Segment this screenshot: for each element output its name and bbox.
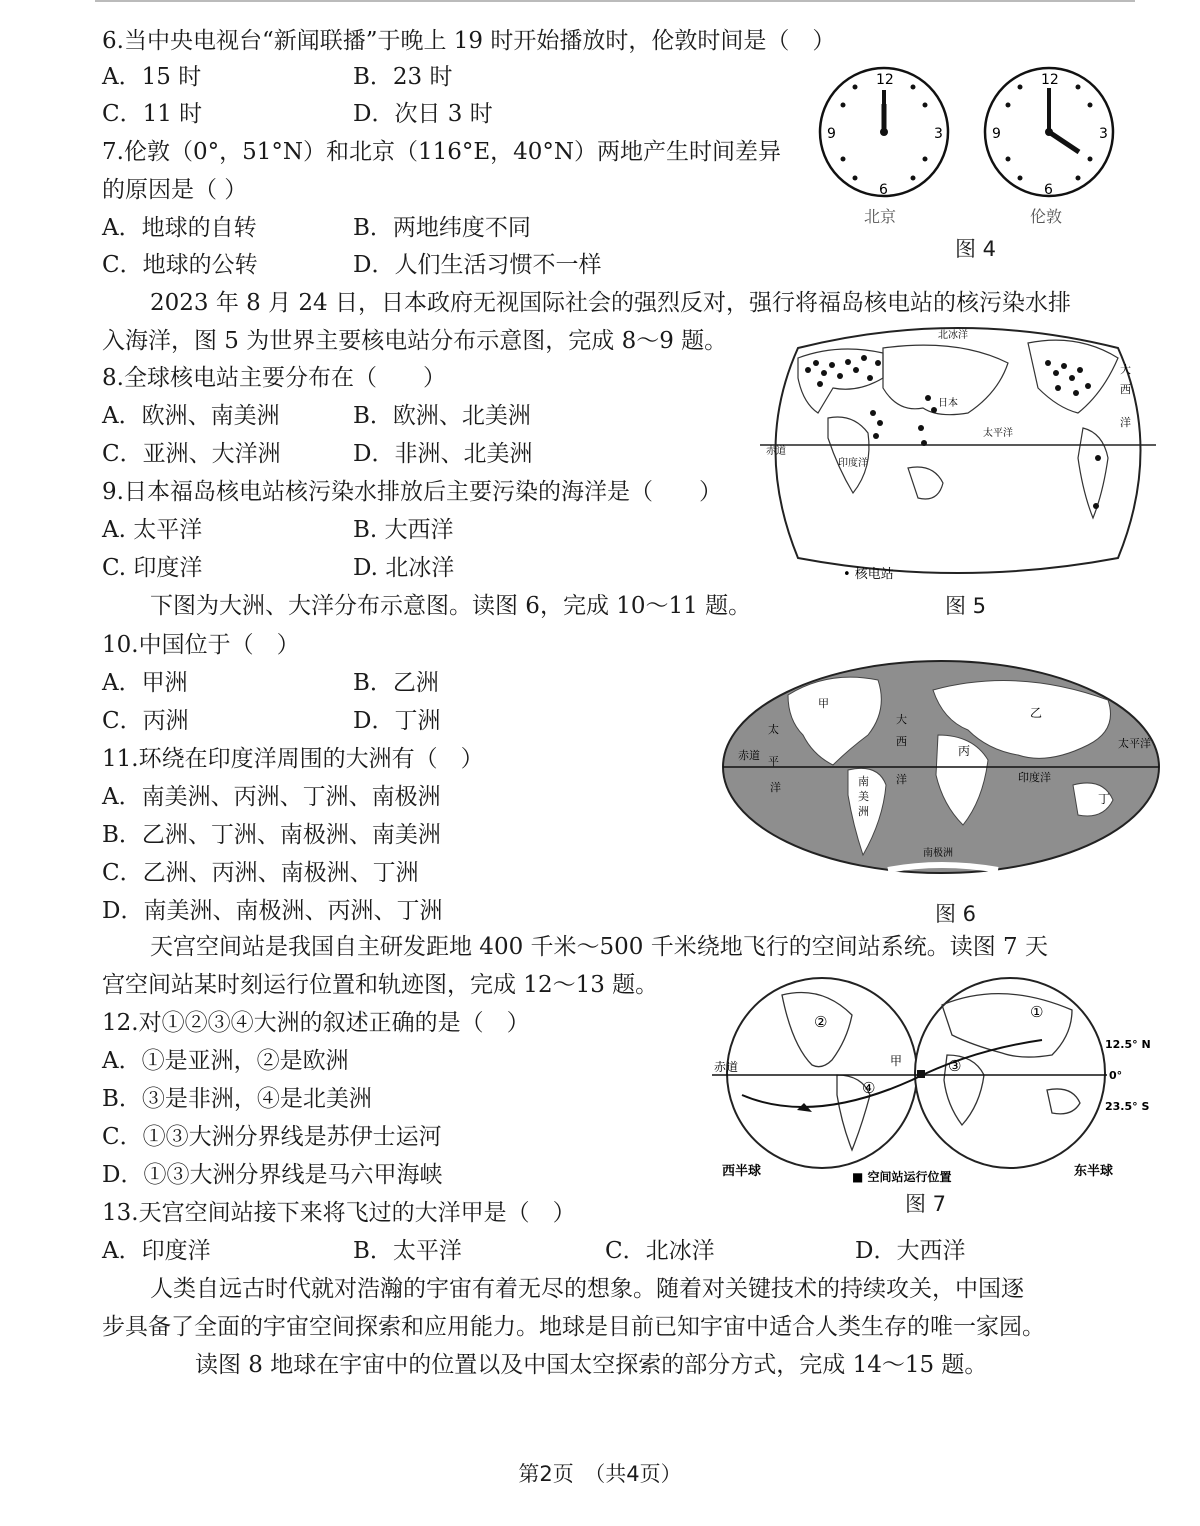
fig7-west-hemisphere [727, 978, 917, 1168]
q13-option-d[interactable]: D．大西洋 [855, 1238, 966, 1264]
q7-option-a[interactable]: A．地球的自转 [102, 215, 257, 241]
fig7-lat-12-5n: 12.5° N [1105, 1038, 1151, 1051]
fig6-label-indian: 印度洋 [1018, 771, 1051, 784]
fig5-legend: • 核电站 [843, 567, 894, 582]
q11-option-d[interactable]: D．南美洲、南极洲、丙洲、丁洲 [102, 898, 443, 924]
fig6-label-bing: 丙 [958, 744, 971, 758]
q9-option-b[interactable]: B. 大西洋 [353, 517, 454, 543]
q9-option-a[interactable]: A. 太平洋 [102, 517, 203, 543]
fig7-marker-3: ③ [948, 1057, 962, 1075]
q8-stem: 8.全球核电站主要分布在（ ） [102, 365, 446, 391]
q12-stem: 12.对①②③④大洲的叙述正确的是（ ） [102, 1010, 530, 1036]
q13-option-b[interactable]: B．太平洋 [353, 1238, 462, 1264]
q6-option-a[interactable]: A．15 时 [102, 64, 202, 90]
intro-14-15-line3: 读图 8 地球在宇宙中的位置以及中国太空探索的部分方式，完成 14～15 题。 [195, 1352, 988, 1378]
fig6-label-antarctica: 南极洲 [923, 848, 953, 859]
fig6-label-mei: 美 [858, 790, 869, 803]
q11-option-b[interactable]: B．乙洲、丁洲、南极洲、南美洲 [102, 822, 441, 848]
clock1-num6: 6 [879, 182, 888, 198]
q9-option-c[interactable]: C. 印度洋 [102, 555, 203, 581]
intro-14-15-line2: 步具备了全面的宇宙空间探索和应用能力。地球是目前已知宇宙中适合人类生存的唯一家园。 [102, 1314, 1045, 1340]
clock1-label: 北京 [864, 207, 897, 226]
q6-option-b[interactable]: B．23 时 [353, 64, 453, 90]
fig6-label-yang2: 洋 [896, 773, 907, 786]
q6-option-c[interactable]: C．11 时 [102, 101, 203, 127]
q8-option-a[interactable]: A．欧洲、南美洲 [102, 403, 280, 429]
fig7-lat-0: 0° [1109, 1069, 1123, 1082]
q10-stem: 10.中国位于（ ） [102, 632, 300, 658]
clock1-num9: 9 [827, 126, 836, 142]
intro-12-13-line1: 天宫空间站是我国自主研发距地 400 千米～500 千米绕地飞行的空间站系统。读图 7 天 [150, 934, 1048, 960]
clock-london [985, 68, 1113, 198]
figure-4-clocks [812, 60, 1132, 260]
q9-stem: 9.日本福岛核电站核污染水排放后主要污染的海洋是（ ） [102, 479, 722, 505]
q7-option-b[interactable]: B．两地纬度不同 [353, 215, 531, 241]
fig7-lat-23-5s: 23.5° S [1105, 1100, 1150, 1113]
fig5-label-atl2: 西 [1120, 383, 1131, 396]
figure-5-world-map [758, 318, 1158, 583]
q10-option-b[interactable]: B．乙洲 [353, 670, 439, 696]
q13-option-c[interactable]: C．北冰洋 [605, 1238, 715, 1264]
fig6-label-yang: 洋 [770, 781, 781, 794]
q11-option-a[interactable]: A．南美洲、丙洲、丁洲、南极洲 [102, 784, 441, 810]
intro-8-9-line1: 2023 年 8 月 24 日，日本政府无视国际社会的强烈反对，强行将福岛核电站的核污染水排 [150, 290, 1071, 316]
intro-10-11: 下图为大洲、大洋分布示意图。读图 6，完成 10～11 题。 [150, 593, 752, 619]
page-footer: 第2页 （共4页） [518, 1462, 682, 1486]
q8-option-c[interactable]: C．亚洲、大洋洲 [102, 441, 281, 467]
fig7-marker-2: ② [814, 1013, 828, 1031]
fig5-label-equator: 赤道 [766, 446, 786, 457]
fig7-marker-1: ① [1030, 1003, 1044, 1021]
intro-14-15-line1: 人类自远古时代就对浩瀚的宇宙有着无尽的想象。随着对关键技术的持续攻关，中国逐 [150, 1276, 1024, 1302]
fig6-label-tai: 太 [768, 723, 779, 736]
q7-stem-line2: 的原因是（ ） [102, 177, 248, 203]
fig6-label-ping: 平 [768, 755, 779, 768]
q12-option-b[interactable]: B．③是非洲，④是北美洲 [102, 1086, 372, 1112]
fig6-label-jia: 甲 [818, 697, 829, 710]
q7-option-d[interactable]: D．人们生活习惯不一样 [353, 252, 602, 278]
clock1-num3: 3 [934, 126, 943, 142]
fig5-label-atl3: 洋 [1120, 416, 1131, 429]
fig7-station-position [917, 1070, 925, 1078]
fig7-label-equator: 赤道 [714, 1060, 739, 1074]
fig7-label-jia: 甲 [890, 1054, 903, 1068]
fig7-marker-4: ④ [862, 1079, 876, 1097]
q13-option-a[interactable]: A．印度洋 [102, 1238, 211, 1264]
fig5-label-indian: 印度洋 [838, 458, 868, 469]
clock2-label: 伦敦 [1030, 207, 1063, 226]
fig6-label-da: 大 [896, 713, 907, 726]
q11-option-c[interactable]: C．乙洲、丙洲、南极洲、丁洲 [102, 860, 419, 886]
fig7-label-east: 东半球 [1074, 1164, 1114, 1179]
q9-option-d[interactable]: D. 北冰洋 [353, 555, 455, 581]
clock2-hour-hand [1049, 132, 1079, 152]
clock2-num3: 3 [1099, 126, 1108, 142]
q12-option-a[interactable]: A．①是亚洲，②是欧洲 [102, 1048, 349, 1074]
fig5-label-pacific: 太平洋 [983, 428, 1013, 439]
clock2-num6: 6 [1044, 182, 1053, 198]
figure-7-caption: 图 7 [905, 1192, 947, 1216]
fig5-label-japan: 日本 [938, 398, 958, 409]
clock2-num12: 12 [1041, 72, 1059, 88]
q10-option-d[interactable]: D．丁洲 [353, 708, 441, 734]
intro-12-13-line2: 宫空间站某时刻运行位置和轨迹图，完成 12～13 题。 [102, 972, 659, 998]
q6-stem: 6.当中央电视台“新闻联播”于晚上 19 时开始播放时，伦敦时间是（ ） [102, 28, 836, 54]
top-rule [95, 0, 1135, 2]
intro-8-9-line2: 入海洋，图 5 为世界主要核电站分布示意图，完成 8～9 题。 [102, 328, 728, 354]
fig6-label-pacific: 太平洋 [1118, 737, 1151, 750]
figure-6-caption: 图 6 [935, 902, 977, 926]
fig6-label-zhou: 洲 [858, 805, 869, 818]
q8-option-b[interactable]: B．欧洲、北美洲 [353, 403, 531, 429]
figure-7-hemispheres [712, 975, 1160, 1190]
fig6-label-ding: 丁 [1098, 792, 1111, 806]
figure-6-continents-map [718, 655, 1164, 895]
fig7-legend: ■ 空间站运行位置 [852, 1170, 952, 1184]
fig7-east-hemisphere [915, 978, 1105, 1168]
q7-option-c[interactable]: C．地球的公转 [102, 252, 258, 278]
fig5-label-arctic: 北冰洋 [938, 330, 968, 341]
q8-option-d[interactable]: D．非洲、北美洲 [353, 441, 533, 467]
clock-beijing [820, 68, 948, 198]
q12-option-c[interactable]: C．①③大洲分界线是苏伊士运河 [102, 1124, 442, 1150]
figure-5-caption: 图 5 [945, 594, 987, 618]
figure-4-caption: 图 4 [955, 237, 997, 261]
fig6-label-xi: 西 [896, 735, 907, 748]
q10-option-a[interactable]: A．甲洲 [102, 670, 188, 696]
fig7-label-west: 西半球 [722, 1164, 762, 1179]
q13-stem: 13.天宫空间站接下来将飞过的大洋甲是（ ） [102, 1200, 576, 1226]
q10-option-c[interactable]: C．丙洲 [102, 708, 189, 734]
clock2-num9: 9 [992, 126, 1001, 142]
q7-stem-line1: 7.伦敦（0°，51°N）和北京（116°E，40°N）两地产生时间差异 [102, 139, 782, 165]
q12-option-d[interactable]: D．①③大洲分界线是马六甲海峡 [102, 1162, 443, 1188]
fig6-label-equator: 赤道 [738, 749, 760, 762]
clock1-num12: 12 [876, 72, 894, 88]
fig6-label-yi: 乙 [1030, 706, 1043, 720]
q11-stem: 11.环绕在印度洋周围的大洲有（ ） [102, 746, 484, 772]
fig6-label-nan: 南 [858, 775, 869, 788]
q6-option-d[interactable]: D．次日 3 时 [353, 101, 493, 127]
fig5-label-atl1: 大 [1120, 363, 1131, 376]
